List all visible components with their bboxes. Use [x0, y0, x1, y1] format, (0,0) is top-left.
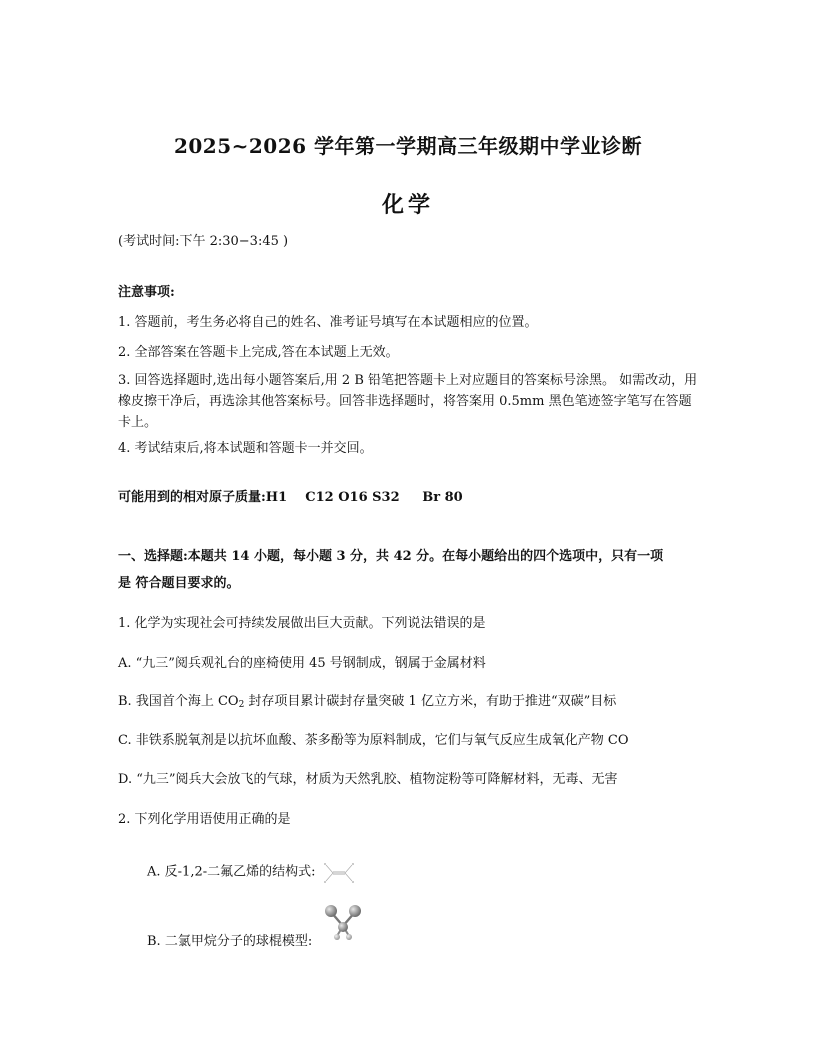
ball-and-stick-model-image	[320, 902, 366, 946]
q2-option-a: A. 反-1,2-二氟乙烯的结构式:	[147, 858, 358, 886]
notice-item-1: 1. 答题前，考生务必将自己的姓名、准考证号填写在本试题相应的位置。	[118, 315, 538, 330]
section1-line1: 一、选择题:本题共 14 小题，每小题 3 分，共 42 分。在每小题给出的四个选项中，只有一项	[118, 549, 664, 564]
q1-option-c: C. 非铁系脱氧剂是以抗坏血酸、茶多酚等为原料制成，它们与氧气反应生成氧化产物 CO	[118, 733, 629, 748]
exam-time: (考试时间:下午 2:30−3:45 )	[118, 234, 289, 249]
q2-stem: 2. 下列化学用语使用正确的是	[118, 812, 291, 827]
notice-item-2: 2. 全部答案在答题卡上完成,答在本试题上无效。	[118, 345, 399, 360]
notice-heading: 注意事项:	[118, 285, 175, 300]
structural-formula-image	[320, 858, 358, 886]
exam-title: 2025~2026 学年第一学期高三年级期中学业诊断	[173, 134, 643, 158]
q2-option-b: B. 二氯甲烷分子的球棍模型:	[147, 934, 313, 949]
notice-item-4: 4. 考试结束后,将本试题和答题卡一并交回。	[118, 441, 373, 456]
notice-item-3: 3. 回答选择题时,选出每小题答案后,用 2 B 铅笔把答题卡上对应题目的答案标号涂黑。 如需改动，用橡皮擦干净后，再选涂其他答案标号。回答非选择题时，将答案用 0.5mm 黑色笔迹签字笔写在答题卡上。	[118, 373, 698, 430]
atomic-mass-line: 可能用到的相对原子质量:H1 C12 O16 S32 Br 80	[118, 490, 463, 505]
section1-line2: 是 符合题目要求的。	[118, 576, 240, 591]
q1-option-b: B. 我国首个海上 $CO_2$ 封存项目累计碳封存量突破 1 亿立方米，有助于推进“双碳”目标	[118, 694, 617, 710]
q1-option-a: A. “九三”阅兵观礼台的座椅使用 45 号钢制成，钢属于金属材料	[118, 656, 486, 671]
q1-stem: 1. 化学为实现社会可持续发展做出巨大贡献。下列说法错误的是	[118, 616, 486, 631]
subject-title: 化学	[381, 192, 434, 218]
q1-option-d: D. “九三”阅兵大会放飞的气球，材质为天然乳胶、植物淀粉等可降解材料，无毒、无害	[118, 772, 618, 787]
